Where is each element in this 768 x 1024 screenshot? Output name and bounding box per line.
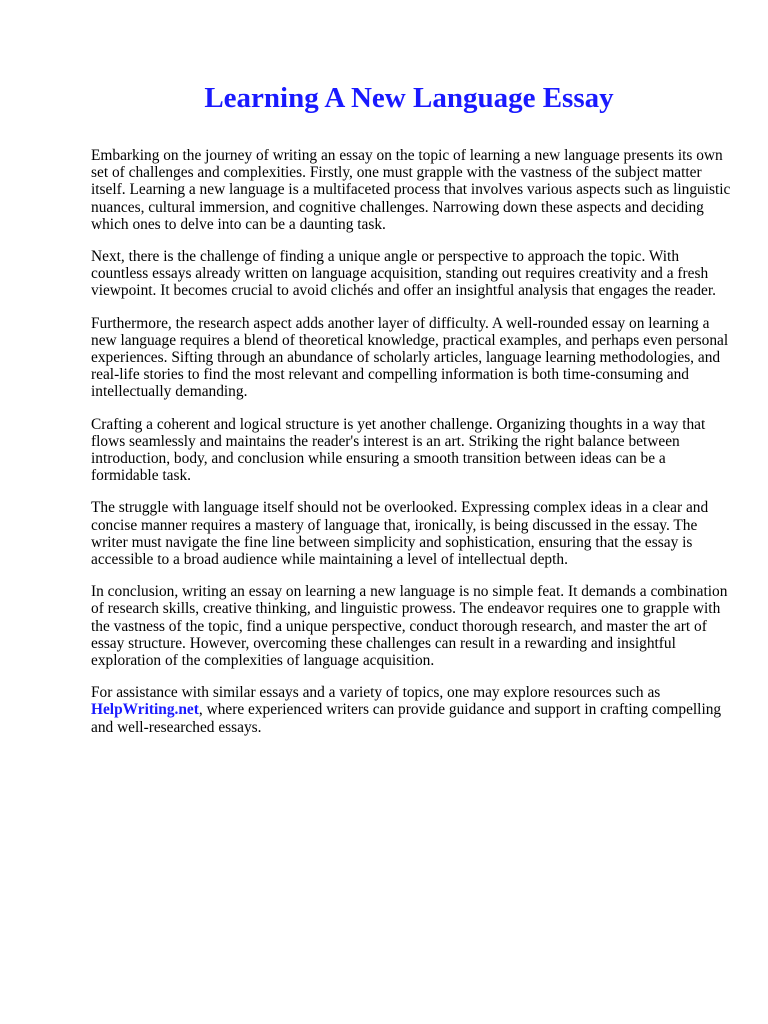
document-body (91, 147, 731, 751)
closing-text-before: For assistance with similar essays and a variety of topics, one may explore resources such as (91, 684, 661, 702)
document-title: Learning A New Language Essay (204, 82, 614, 114)
closing-paragraph (91, 684, 731, 736)
paragraph-6: In conclusion, writing an essay on learning a new language is no simple feat. It demands a combination of research skills, creative thinking, and linguistic prowess. The endeavor requires one to grapple with the vastness of the topic, find a unique perspective, conduct thorough research, and master the art of essay structure. However, overcoming these challenges can result in a rewarding and insightful exploration of the complexities of language acquisition. (91, 583, 728, 670)
paragraph-2: Next, there is the challenge of finding a unique angle or perspective to approach the topic. With countless essays already written on language acquisition, standing out requires creativity and a fresh viewpoint. It becomes crucial to avoid clichés and offer an insightful analysis that engages the reader. (91, 248, 716, 300)
paragraph-5: The struggle with language itself should not be overlooked. Expressing complex ideas in a clear and concise manner requires a mastery of language that, ironically, is being discussed in the essay. The writer must navigate the fine line between simplicity and sophistication, ensuring that the essay is accessible to a broad audience while maintaining a level of intellectual depth. (91, 499, 709, 569)
paragraph-3: Furthermore, the research aspect adds another layer of difficulty. A well-rounded essay on learning a new language requires a blend of theoretical knowledge, practical examples, and perhaps even personal experiences. Sifting through an abundance of scholarly articles, language learning methodologies, and real-life stories to find the most relevant and compelling information is both time-consuming and intellectually demanding. (91, 314, 729, 401)
helpwriting-link[interactable]: HelpWriting.net (91, 701, 199, 719)
paragraph-1: Embarking on the journey of writing an essay on the topic of learning a new language presents its own set of challenges and complexities. Firstly, one must grapple with the vastness of the subject matter itself. Learning a new language is a multifaceted process that involves various aspects such as linguistic nuances, cultural immersion, and cognitive challenges. Narrowing down these aspects and deciding which ones to delve into can be a daunting task. (91, 147, 731, 233)
closing-text-after: , where experienced writers can provide guidance and support in crafting compelling and well-researched essays. (91, 701, 722, 736)
paragraph-4: Crafting a coherent and logical structure is yet another challenge. Organizing thoughts in a way that flows seamlessly and maintains the reader's interest is an art. Striking the right balance between introduction, body, and conclusion while ensuring a smooth transition between ideas can be a formidable task. (91, 415, 706, 485)
